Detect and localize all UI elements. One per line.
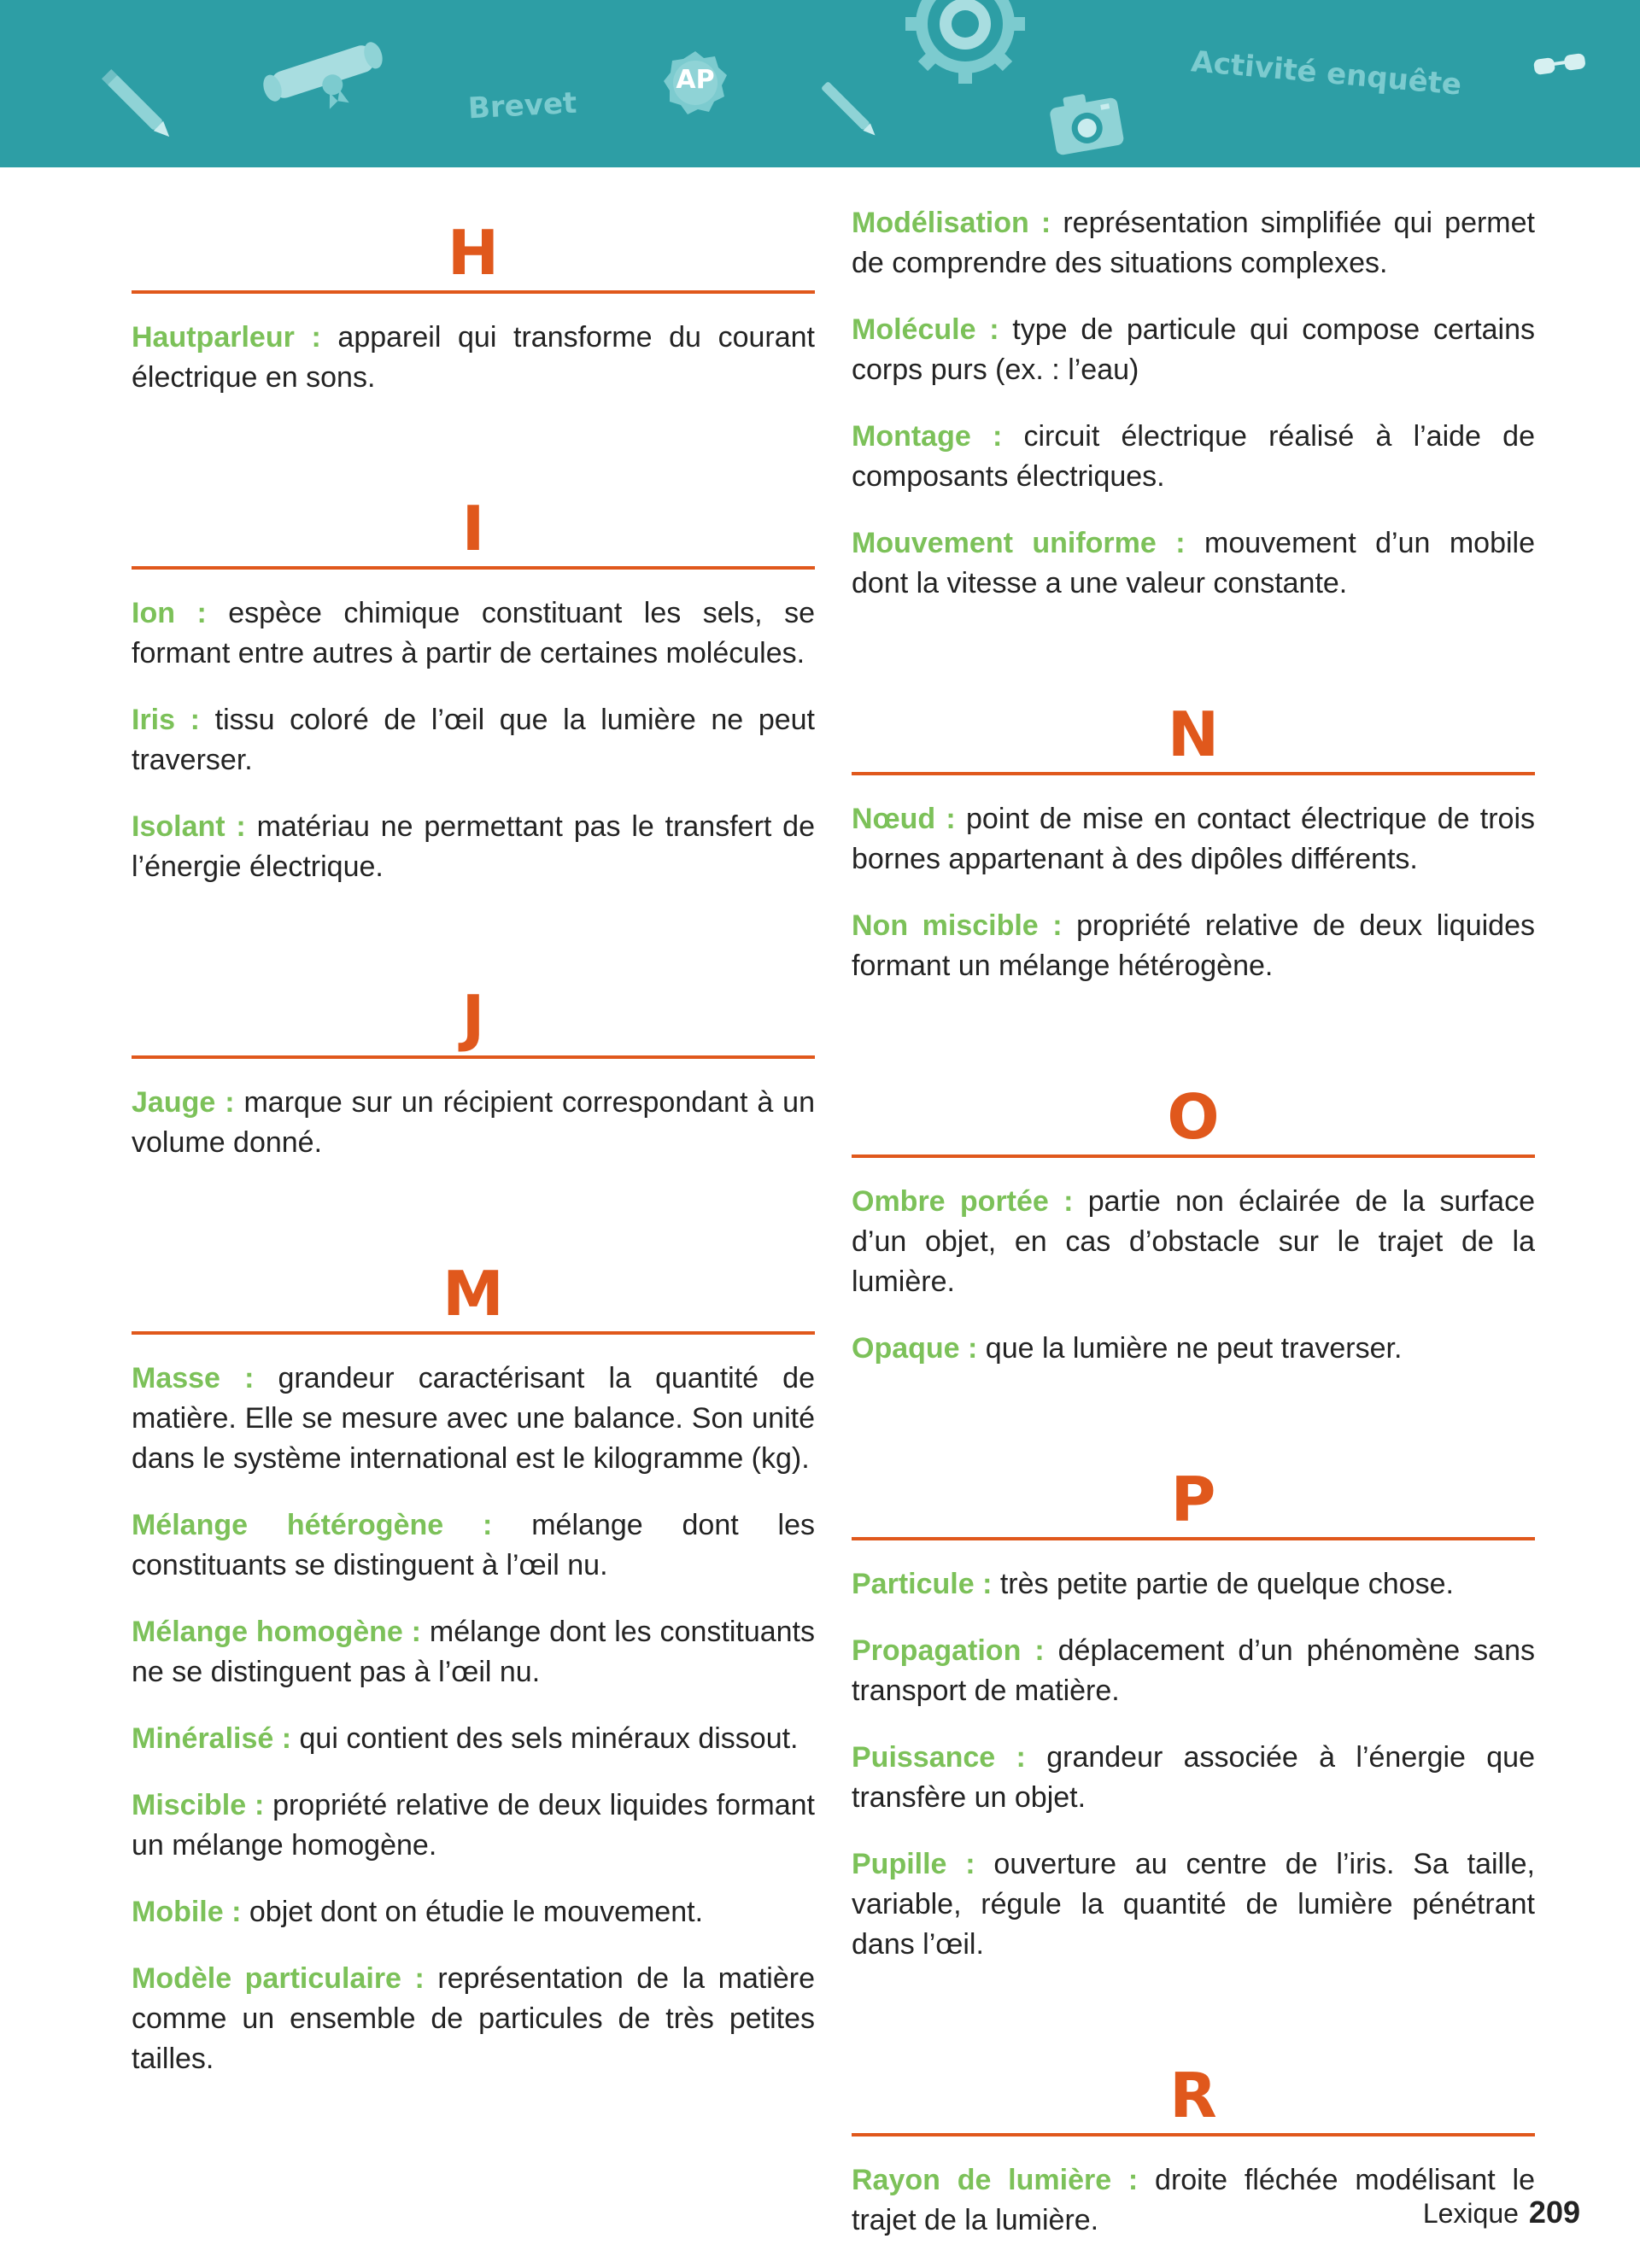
glossary-entry — [132, 700, 815, 780]
entry-term: Mélange homogène : — [132, 1616, 421, 1648]
glossary-entry — [132, 1959, 815, 2079]
entry-term: Masse : — [132, 1362, 255, 1394]
entry-term: Particule : — [852, 1568, 993, 1600]
entry-definition: ouverture au centre de l’iris. Sa taille, variable, régule la quantité de lumière pénétrant dans l’œil. — [852, 1848, 1536, 1961]
entry-definition: marque sur un récipient correspondant à un volume donné. — [132, 1086, 815, 1159]
glossary-entry — [852, 417, 1535, 497]
left-column — [132, 196, 815, 2106]
entry-definition: point de mise en contact électrique de trois bornes appartenant à des dipôles différents. — [852, 803, 1536, 875]
glasses-icon — [1533, 53, 1586, 75]
entry-definition: représentation de la matière comme un ensemble de particules de très petites tailles. — [132, 1962, 815, 2075]
glossary-entry — [132, 593, 815, 674]
entry-term: Molécule : — [852, 313, 999, 346]
banner-word-activite: Activité enquête — [1189, 44, 1463, 102]
entry-term: Mobile : — [132, 1896, 242, 1928]
section-p — [852, 1443, 1535, 1965]
glossary-entry — [852, 310, 1535, 390]
ap-badge — [662, 50, 729, 116]
entry-term: Ion : — [132, 597, 207, 629]
entry-definition: type de particule qui compose certains corps purs (ex. : l’eau) — [852, 313, 1536, 386]
entry-definition: appareil qui transforme du courant électrique en sons. — [132, 321, 815, 394]
glossary-entry — [852, 1564, 1535, 1605]
entry-definition: mélange dont les constituants ne se distinguent pas à l’œil nu. — [132, 1616, 815, 1688]
entry-definition: tissu coloré de l’œil que la lumière ne peut traverser. — [132, 704, 815, 776]
entry-definition: que la lumière ne peut traverser. — [977, 1332, 1403, 1365]
section-i — [132, 472, 815, 887]
entry-definition: grandeur caractérisant la quantité de matière. Elle se mesure avec une balance. Son unité dans le système international est le kilogramme (kg). — [132, 1362, 815, 1475]
section-letter: R — [852, 2039, 1535, 2136]
ap-badge-label: AP — [676, 65, 715, 95]
glossary-entry — [132, 1719, 815, 1759]
page-footer — [1423, 2195, 1580, 2230]
entry-term: Puissance : — [852, 1741, 1026, 1774]
glossary-entry — [852, 1738, 1535, 1818]
entry-term: Montage : — [852, 420, 1003, 453]
entry-definition: propriété relative de deux liquides formant un mélange hétérogène. — [852, 909, 1535, 982]
pencil-icon — [102, 69, 174, 142]
glossary-entry — [852, 1182, 1535, 1302]
glossary-entry — [132, 1786, 815, 1866]
entry-definition: déplacement d’un phénomène sans transport de matière. — [852, 1634, 1535, 1707]
entry-definition: mouvement d’un mobile dont la vitesse a une valeur constante. — [852, 527, 1535, 599]
entry-definition: grandeur associée à l’énergie que transfère un objet. — [852, 1741, 1536, 1814]
entry-term: Ombre portée : — [852, 1185, 1074, 1218]
entry-definition: matériau ne permettant pas le transfert de l’énergie électrique. — [132, 810, 815, 883]
glossary-entry — [852, 799, 1535, 880]
section-j — [132, 962, 815, 1163]
entry-definition: espèce chimique constituant les sels, se formant entre autres à partir de certaines molécules. — [132, 597, 815, 669]
glossary-entry — [852, 906, 1535, 986]
section-m — [132, 1237, 815, 2079]
glossary-entry — [132, 1083, 815, 1163]
entry-term: Jauge : — [132, 1086, 235, 1119]
section-letter: N — [852, 678, 1535, 775]
entry-term: Modèle particulaire : — [132, 1962, 425, 1995]
entry-term: Mouvement uniforme : — [852, 527, 1186, 559]
right-column — [852, 203, 1535, 2267]
glossary-entry — [852, 1329, 1535, 1369]
header-banner — [0, 0, 1640, 167]
footer-label: Lexique — [1422, 2198, 1519, 2229]
section-letter: I — [132, 472, 815, 570]
entry-definition: très petite partie de quelque chose. — [992, 1568, 1454, 1600]
entry-term: Hautparleur : — [132, 321, 321, 354]
entry-definition: partie non éclairée de la surface d’un objet, en cas d’obstacle sur le trajet de la lumière. — [852, 1185, 1535, 1298]
pencil-icon — [821, 81, 879, 139]
entry-term: Pupille : — [852, 1848, 975, 1880]
camera-icon — [1047, 89, 1124, 156]
gear-icon — [905, 0, 1025, 84]
entry-definition: circuit électrique réalisé à l’aide de composants électriques. — [852, 420, 1535, 493]
glossary-entry — [132, 1359, 815, 1479]
page-number: 209 — [1528, 2195, 1580, 2230]
entry-definition: objet dont on étudie le mouvement. — [241, 1896, 704, 1928]
banner-word-brevet: Brevet — [467, 85, 578, 126]
entry-definition: propriété relative de deux liquides formant un mélange homogène. — [132, 1789, 815, 1862]
entry-term: Propagation : — [852, 1634, 1045, 1667]
entry-term: Rayon de lumière : — [852, 2164, 1139, 2196]
glossary-entry — [852, 523, 1535, 604]
entry-definition: mélange dont les constituants se distinguent à l’œil nu. — [132, 1509, 816, 1581]
diploma-icon — [261, 40, 393, 127]
glossary-entry — [132, 807, 815, 887]
section-letter: O — [852, 1061, 1535, 1158]
glossary-entry — [132, 1505, 815, 1586]
glossary-entry — [852, 1844, 1535, 1965]
glossary-entry — [132, 318, 815, 398]
entry-definition: représentation simplifiée qui permet de comprendre des situations complexes. — [852, 207, 1535, 279]
entry-term: Nœud : — [852, 803, 956, 835]
entry-definition: droite fléchée modélisant le trajet de la lumière. — [852, 2164, 1535, 2236]
section-letter: M — [132, 1237, 815, 1335]
glossary-entry — [132, 1612, 815, 1692]
section-letter: H — [132, 196, 815, 294]
entry-term: Iris : — [132, 704, 200, 736]
section-letter: J — [132, 962, 815, 1059]
glossary-entry — [132, 1892, 815, 1932]
entry-definition: qui contient des sels minéraux dissout. — [291, 1722, 799, 1755]
entry-term: Non miscible : — [852, 909, 1063, 942]
section-letter: P — [852, 1443, 1535, 1540]
glossary-entry — [852, 203, 1535, 284]
section-h — [132, 196, 815, 398]
entry-term: Miscible : — [132, 1789, 265, 1821]
entry-term: Minéralisé : — [132, 1722, 292, 1755]
section-o — [852, 1061, 1535, 1369]
entry-term: Modélisation : — [852, 207, 1051, 239]
glossary-entry — [852, 1631, 1535, 1711]
entry-term: Opaque : — [852, 1332, 978, 1365]
entry-term: Isolant : — [132, 810, 246, 843]
section-m-continued — [852, 203, 1535, 604]
section-n — [852, 678, 1535, 986]
entry-term: Mélange hétérogène : — [132, 1509, 493, 1541]
